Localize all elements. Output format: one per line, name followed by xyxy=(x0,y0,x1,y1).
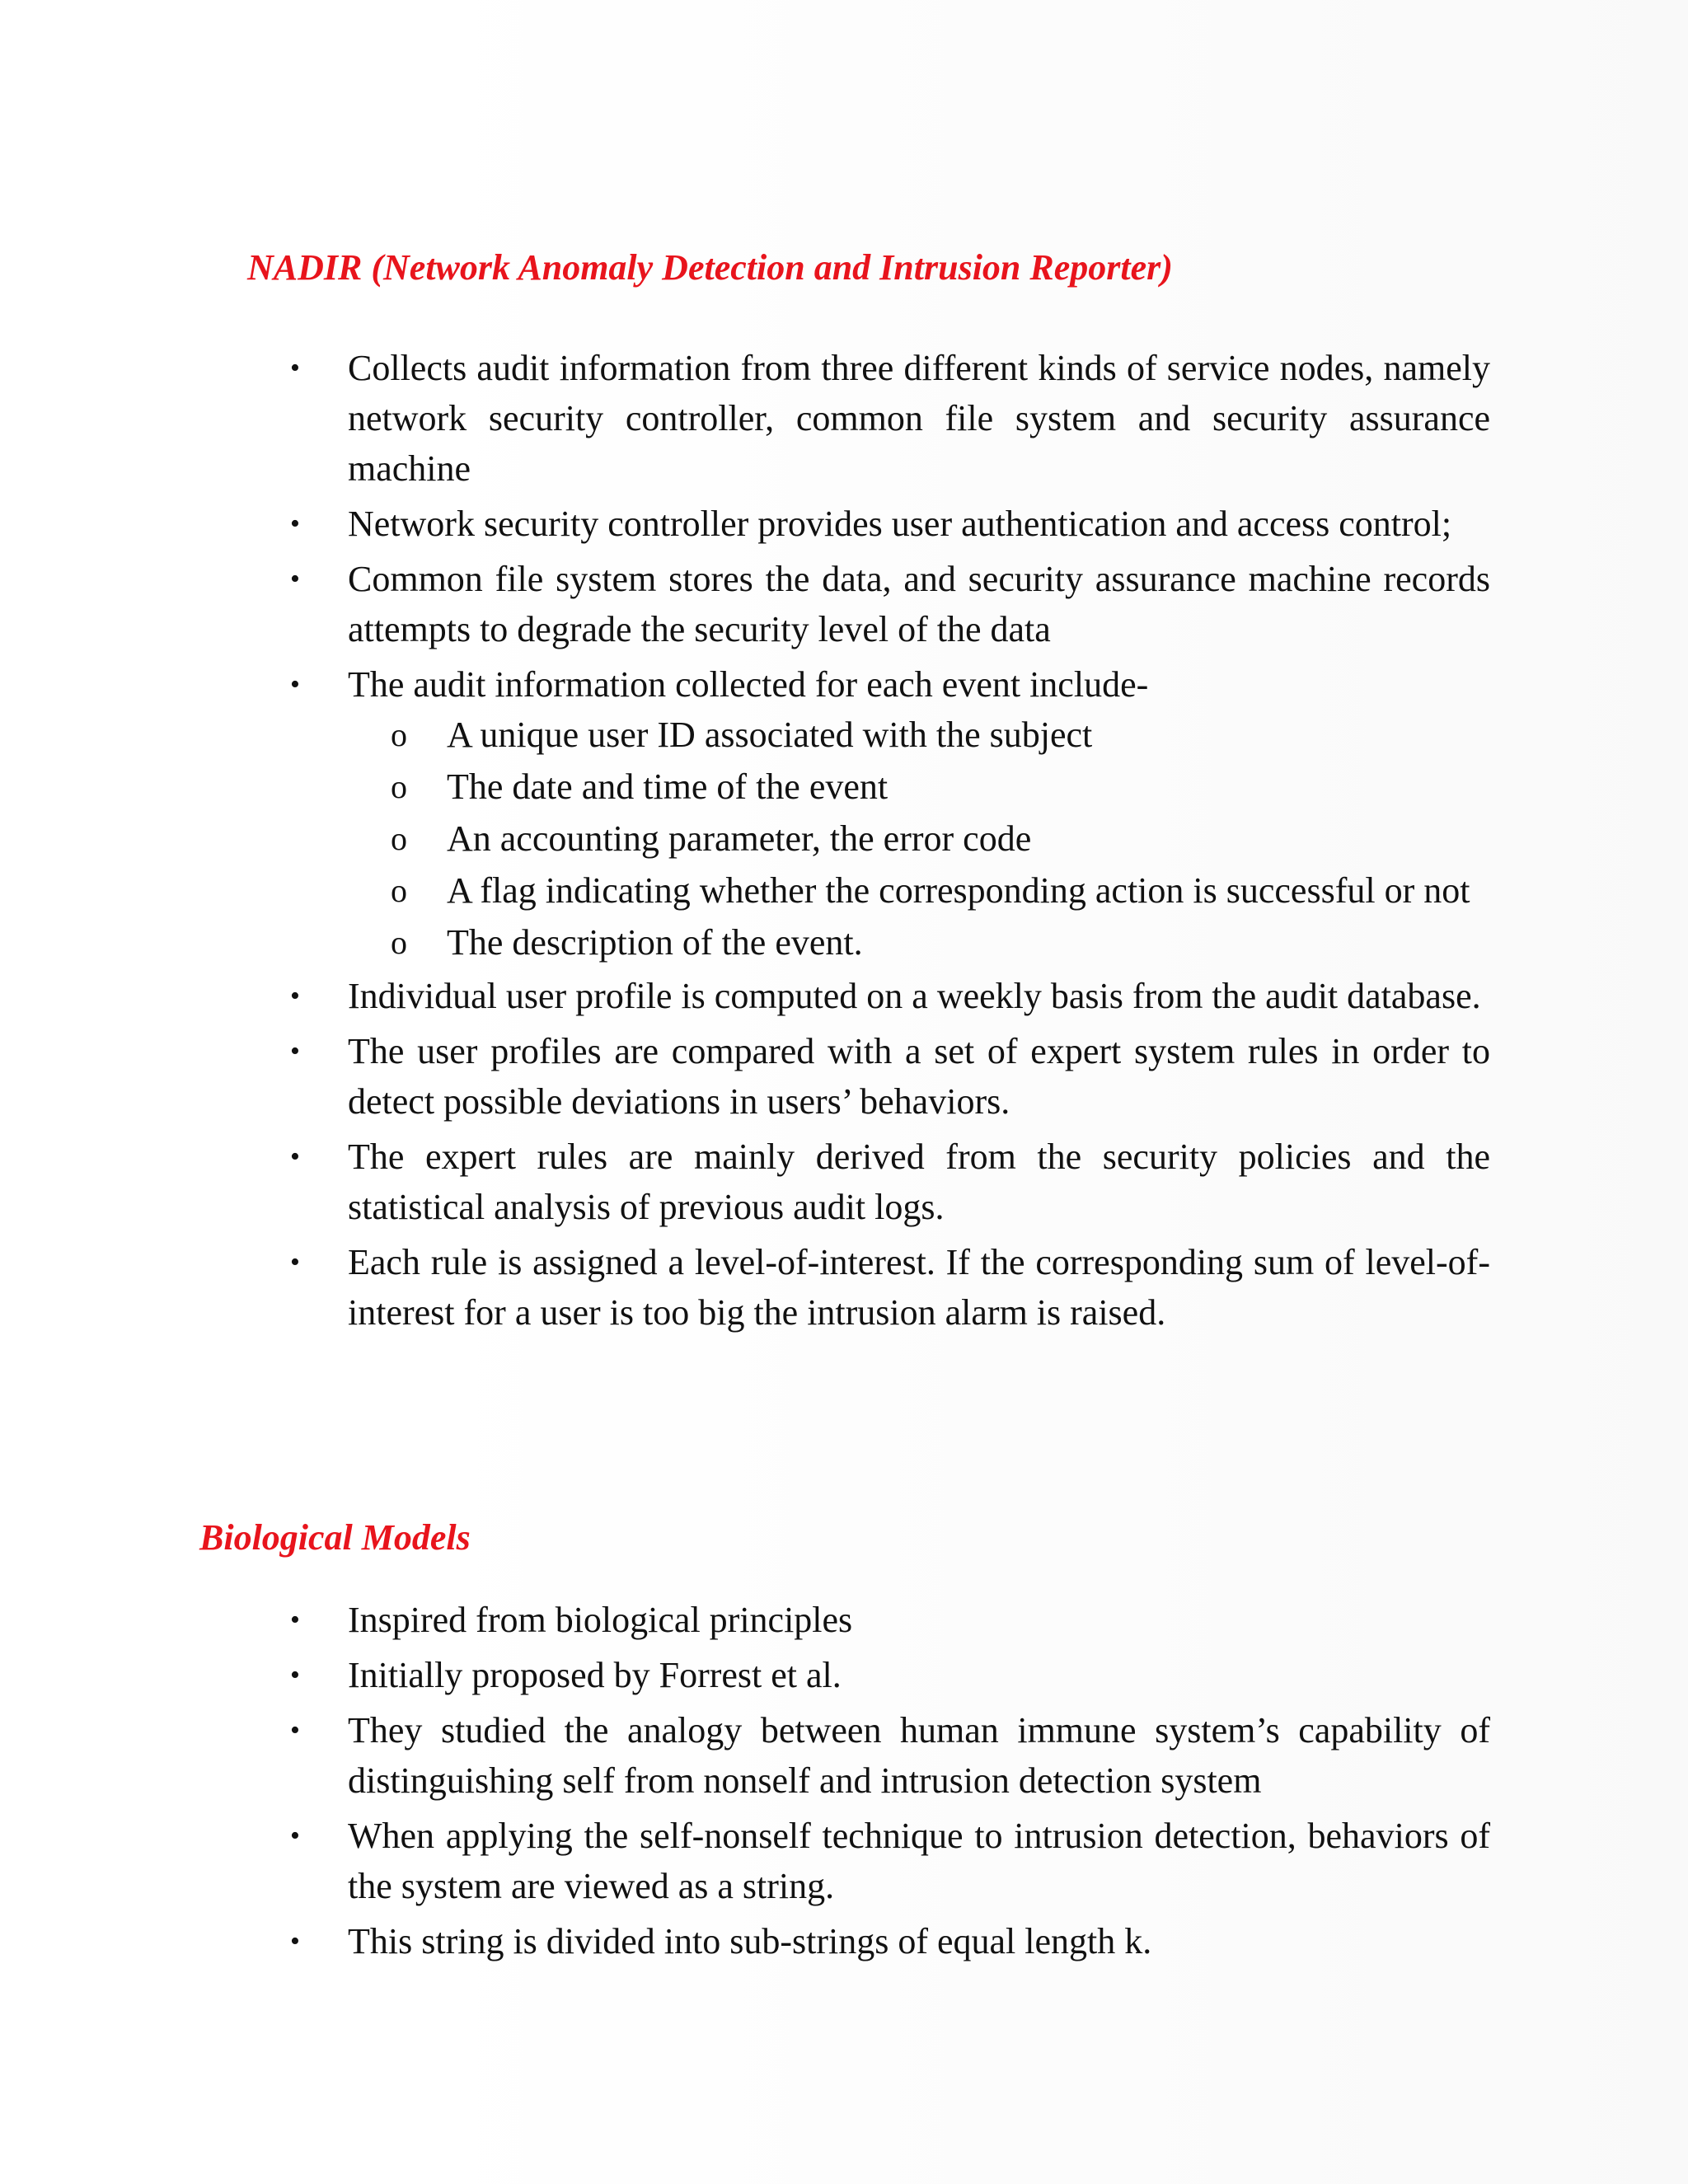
list-item-text: Network security controller provides user authentication and access control; xyxy=(348,504,1452,544)
biological-models-bullet-list xyxy=(290,1595,1490,1971)
list-item-text: Each rule is assigned a level-of-interest. If the corresponding sum of level-of-interest for a user is too big the intrusion alarm is raised. xyxy=(348,1242,1490,1333)
list-item xyxy=(290,554,1490,654)
list-item-text: The user profiles are compared with a set of expert system rules in order to detect possible deviations in users’ behaviors. xyxy=(348,1031,1490,1122)
list-item-text: Collects audit information from three different kinds of service nodes, namely network security controller, common file system and security assurance machine xyxy=(348,348,1490,489)
list-item-text: Inspired from biological principles xyxy=(348,1600,853,1640)
list-item-text: Individual user profile is computed on a weekly basis from the audit database. xyxy=(348,976,1481,1016)
sublist-item xyxy=(391,813,1490,864)
sublist-item xyxy=(391,917,1490,968)
list-item-text: When applying the self-nonself technique to intrusion detection, behaviors of the system are viewed as a string. xyxy=(348,1816,1490,1906)
nadir-bullet-list xyxy=(290,343,1490,1343)
sublist-item xyxy=(391,710,1490,760)
bullet-icon: • xyxy=(290,1660,300,1690)
list-item xyxy=(290,1705,1490,1806)
list-item-text: The audit information collected for each event include- xyxy=(348,664,1149,705)
list-item-text: This string is divided into sub-strings of equal length k. xyxy=(348,1921,1152,1961)
hollow-bullet-icon: o xyxy=(391,872,407,909)
hollow-bullet-icon: o xyxy=(391,924,407,961)
sublist-item-text: The date and time of the event xyxy=(447,766,889,807)
bullet-icon: • xyxy=(290,981,300,1011)
list-item xyxy=(290,971,1490,1021)
list-item xyxy=(290,499,1490,549)
bullet-icon: • xyxy=(290,1926,300,1957)
list-item-text: They studied the analogy between human immune system’s capability of distinguishing self from nonself and intrusion detection system xyxy=(348,1710,1490,1801)
bullet-icon: • xyxy=(290,1036,300,1066)
list-item-text: Initially proposed by Forrest et al. xyxy=(348,1655,842,1695)
list-item xyxy=(290,1237,1490,1338)
list-item xyxy=(290,1916,1490,1966)
list-item xyxy=(290,659,1490,968)
list-item xyxy=(290,1132,1490,1232)
sublist-item xyxy=(391,865,1490,916)
sublist-item-text: The description of the event. xyxy=(447,922,863,963)
bullet-icon: • xyxy=(290,509,300,539)
hollow-bullet-icon: o xyxy=(391,716,407,753)
bullet-icon: • xyxy=(290,564,300,594)
list-item xyxy=(290,1026,1490,1127)
section-heading-biological-models: Biological Models xyxy=(199,1517,471,1558)
list-item xyxy=(290,343,1490,494)
section-heading-nadir: NADIR (Network Anomaly Detection and Intrusion Reporter) xyxy=(247,247,1173,288)
sublist-item-text: An accounting parameter, the error code xyxy=(447,818,1032,859)
list-item xyxy=(290,1811,1490,1911)
bullet-icon: • xyxy=(290,1605,300,1635)
hollow-bullet-icon: o xyxy=(391,768,407,805)
bullet-icon: • xyxy=(290,1247,300,1277)
list-item xyxy=(290,1595,1490,1645)
sublist-item xyxy=(391,762,1490,812)
hollow-bullet-icon: o xyxy=(391,820,407,857)
list-item xyxy=(290,1650,1490,1700)
bullet-icon: • xyxy=(290,1821,300,1851)
list-item-text: The expert rules are mainly derived from the security policies and the statistical analysis of previous audit logs. xyxy=(348,1137,1490,1227)
list-item-text: Common file system stores the data, and security assurance machine records attempts to degrade the security level of the data xyxy=(348,559,1490,649)
bullet-icon: • xyxy=(290,1141,300,1172)
bullet-icon: • xyxy=(290,1715,300,1746)
sublist-item-text: A flag indicating whether the corresponding action is successful or not xyxy=(447,870,1470,911)
bullet-icon: • xyxy=(290,669,300,700)
bullet-icon: • xyxy=(290,353,300,383)
sublist-item-text: A unique user ID associated with the subject xyxy=(447,715,1093,755)
audit-info-sublist xyxy=(348,710,1490,968)
